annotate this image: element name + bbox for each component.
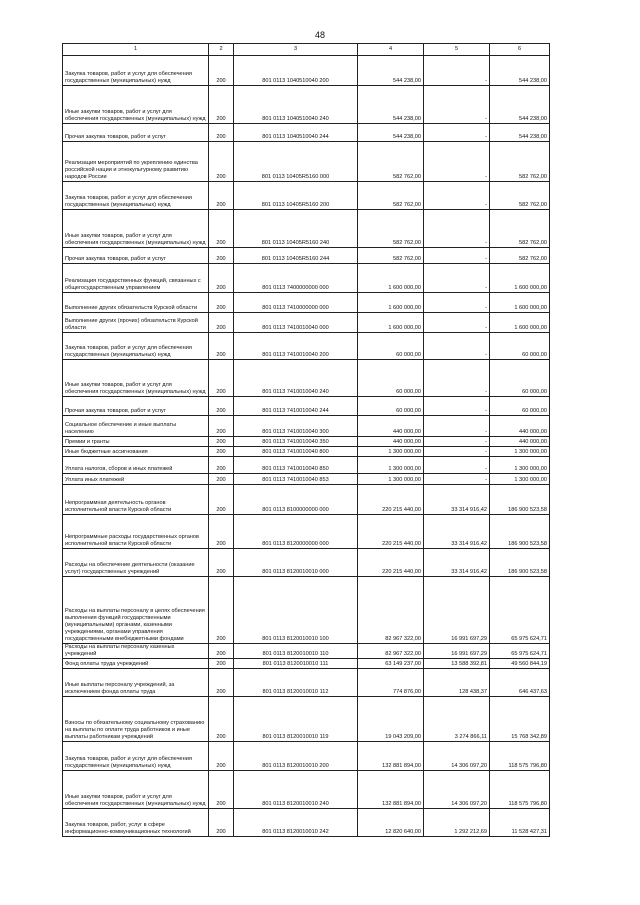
table-cell: - — [424, 333, 490, 360]
table-cell: 801 0113 8120010010 200 — [234, 742, 358, 771]
table-row — [63, 669, 550, 697]
table-cell: 1 600 000,00 — [490, 293, 550, 313]
table-cell: 440 000,00 — [358, 437, 424, 447]
table-cell: 801 0113 8100000000 000 — [234, 485, 358, 515]
table-cell: - — [424, 457, 490, 474]
table-cell: 82 967 322,00 — [358, 644, 424, 659]
table-row — [63, 264, 550, 293]
table-cell: 801 0113 7410010040 300 — [234, 416, 358, 437]
table-cell: 200 — [209, 742, 234, 771]
table-row — [63, 644, 550, 659]
table-row — [63, 313, 550, 333]
table-cell: 60 000,00 — [490, 360, 550, 397]
table-cell: Прочая закупка товаров, работ и услуг — [63, 248, 209, 264]
table-cell: 801 0113 1040510040 200 — [234, 56, 358, 86]
table-row — [63, 416, 550, 437]
table-cell: 1 300 000,00 — [490, 474, 550, 485]
table-cell: Иные закупки товаров, работ и услуг для обеспечения государственных (муниципальных) нужд — [63, 360, 209, 397]
table-row — [63, 397, 550, 416]
table-cell: 1 600 000,00 — [358, 293, 424, 313]
table-cell: - — [424, 397, 490, 416]
table-cell: 200 — [209, 771, 234, 809]
table-cell: Реализация государственных функций, связанных с общегосударственным управлением — [63, 264, 209, 293]
table-cell: 582 762,00 — [490, 210, 550, 248]
table-cell: Прочая закупка товаров, работ и услуг — [63, 397, 209, 416]
table-cell: - — [424, 416, 490, 437]
table-row — [63, 360, 550, 397]
table-cell: 1 300 000,00 — [358, 474, 424, 485]
table-row — [63, 248, 550, 264]
table-cell: - — [424, 182, 490, 210]
table-cell: 128 438,37 — [424, 669, 490, 697]
table-cell: 801 0113 7410010040 853 — [234, 474, 358, 485]
table-cell: 801 0113 7410010040 000 — [234, 313, 358, 333]
page-number: 48 — [314, 30, 325, 40]
table-cell: Непрограммная деятельность органов исполнительной власти Курской области — [63, 485, 209, 515]
table-cell: 582 762,00 — [490, 182, 550, 210]
table-cell: 16 991 697,29 — [424, 577, 490, 644]
table-cell: 801 0113 8120010010 110 — [234, 644, 358, 659]
table-row — [63, 182, 550, 210]
table-cell: - — [424, 56, 490, 86]
table-row — [63, 697, 550, 742]
table-row — [63, 56, 550, 86]
table-cell: 801 0113 1040510040 240 — [234, 86, 358, 124]
table-cell: 200 — [209, 182, 234, 210]
table-cell: 200 — [209, 142, 234, 182]
table-cell: 801 0113 7410010040 200 — [234, 333, 358, 360]
table-cell: 1 600 000,00 — [490, 264, 550, 293]
table-cell: 801 0113 10405R5160 240 — [234, 210, 358, 248]
table-row — [63, 577, 550, 644]
table-cell: 65 975 624,71 — [490, 577, 550, 644]
table-cell: 544 238,00 — [358, 124, 424, 142]
table-cell: 544 238,00 — [490, 56, 550, 86]
table-cell: 1 600 000,00 — [358, 264, 424, 293]
table-cell: Премии и гранты — [63, 437, 209, 447]
column-header: 5 — [424, 44, 490, 56]
table-cell: 801 0113 10405R5160 200 — [234, 182, 358, 210]
table-row — [63, 809, 550, 837]
table-cell: 801 0113 8120000000 000 — [234, 515, 358, 549]
table-cell: Иные закупки товаров, работ и услуг для обеспечения государственных (муниципальных) нужд — [63, 86, 209, 124]
table-cell: 646 437,63 — [490, 669, 550, 697]
table-cell: 200 — [209, 447, 234, 457]
table-cell: Закупка товаров, работ и услуг для обеспечения государственных (муниципальных) нужд — [63, 333, 209, 360]
table-cell: 774 876,00 — [358, 669, 424, 697]
table-cell: 15 768 342,89 — [490, 697, 550, 742]
table-cell: 801 0113 8120010010 242 — [234, 809, 358, 837]
table-cell: 60 000,00 — [358, 333, 424, 360]
table-cell: 544 238,00 — [490, 86, 550, 124]
table-row — [63, 437, 550, 447]
table-cell: - — [424, 210, 490, 248]
table-cell: 1 300 000,00 — [358, 447, 424, 457]
table-cell: 200 — [209, 56, 234, 86]
table-cell: 220 215 440,00 — [358, 485, 424, 515]
table-cell: 200 — [209, 515, 234, 549]
table-cell: 1 300 000,00 — [490, 457, 550, 474]
table-cell: 200 — [209, 474, 234, 485]
table-cell: 186 900 523,58 — [490, 485, 550, 515]
table-cell: 33 314 916,42 — [424, 549, 490, 577]
table-cell: 14 306 097,20 — [424, 771, 490, 809]
table-cell: 11 528 427,31 — [490, 809, 550, 837]
table-cell: 801 0113 10405R5160 000 — [234, 142, 358, 182]
table-cell: Расходы на обеспечение деятельности (оказание услуг) государственных учреждений — [63, 549, 209, 577]
table-cell: - — [424, 447, 490, 457]
table-cell: 33 314 916,42 — [424, 485, 490, 515]
table-cell: Расходы на выплаты персоналу казенных учреждений — [63, 644, 209, 659]
table-cell: 200 — [209, 397, 234, 416]
table-cell: Социальное обеспечение и иные выплаты населению — [63, 416, 209, 437]
table-cell: 544 238,00 — [358, 56, 424, 86]
table-cell: 118 575 796,80 — [490, 771, 550, 809]
table-cell: - — [424, 474, 490, 485]
table-cell: 1 292 212,69 — [424, 809, 490, 837]
table-cell: 200 — [209, 293, 234, 313]
table-cell: 13 588 392,81 — [424, 659, 490, 669]
table-cell: - — [424, 86, 490, 124]
table-cell: 60 000,00 — [358, 360, 424, 397]
table-cell: Закупка товаров, работ и услуг для обеспечения государственных (муниципальных) нужд — [63, 742, 209, 771]
table-cell: 1 600 000,00 — [490, 313, 550, 333]
table-row — [63, 742, 550, 771]
table-cell: 801 0113 8120010010 240 — [234, 771, 358, 809]
table-cell: Взносы по обязательному социальному страхованию на выплаты по оплате труда работников и иные выплаты работникам учреждений — [63, 697, 209, 742]
table-row — [63, 142, 550, 182]
table-cell: 49 560 844,19 — [490, 659, 550, 669]
table-cell: 582 762,00 — [358, 142, 424, 182]
table-cell: 33 314 916,42 — [424, 515, 490, 549]
table-cell: 582 762,00 — [358, 182, 424, 210]
table-cell: 440 000,00 — [358, 416, 424, 437]
table-cell: 200 — [209, 124, 234, 142]
table-cell: 200 — [209, 697, 234, 742]
table-cell: Закупка товаров, работ, услуг в сфере информационно-коммуникационных технологий — [63, 809, 209, 837]
table-cell: - — [424, 124, 490, 142]
table-cell: 1 600 000,00 — [358, 313, 424, 333]
table-cell: 200 — [209, 210, 234, 248]
table-cell: 200 — [209, 669, 234, 697]
table-header-row — [63, 44, 550, 56]
table-row — [63, 771, 550, 809]
table-cell: 200 — [209, 248, 234, 264]
table-cell: 801 0113 7410010040 240 — [234, 360, 358, 397]
table-cell: 582 762,00 — [358, 248, 424, 264]
table-cell: 582 762,00 — [358, 210, 424, 248]
table-cell: 200 — [209, 457, 234, 474]
table-cell: Реализация мероприятий по укреплению единства российской нации и этнокультурному развитию народов России — [63, 142, 209, 182]
table-cell: 118 575 796,80 — [490, 742, 550, 771]
table-cell: 63 149 237,00 — [358, 659, 424, 669]
table-cell: 200 — [209, 437, 234, 447]
table-cell: 582 762,00 — [490, 142, 550, 182]
table-cell: 60 000,00 — [490, 397, 550, 416]
table-row — [63, 86, 550, 124]
table-cell: - — [424, 313, 490, 333]
table-cell: 801 0113 7410010040 244 — [234, 397, 358, 416]
table-cell: Закупка товаров, работ и услуг для обеспечения государственных (муниципальных) нужд — [63, 182, 209, 210]
table-cell: 200 — [209, 809, 234, 837]
table-cell: 200 — [209, 577, 234, 644]
table-cell: Иные закупки товаров, работ и услуг для обеспечения государственных (муниципальных) нужд — [63, 771, 209, 809]
table-cell: 801 0113 7410010040 800 — [234, 447, 358, 457]
table-cell: 132 881 894,00 — [358, 742, 424, 771]
table-cell: 200 — [209, 333, 234, 360]
table-cell: 12 820 640,00 — [358, 809, 424, 837]
table-cell: 200 — [209, 86, 234, 124]
table-cell: - — [424, 264, 490, 293]
table-cell: - — [424, 360, 490, 397]
table-cell: 3 274 866,11 — [424, 697, 490, 742]
table-cell: 801 0113 10405R5160 244 — [234, 248, 358, 264]
table-cell: 60 000,00 — [490, 333, 550, 360]
table-cell: 1 300 000,00 — [358, 457, 424, 474]
table-cell: 65 975 624,71 — [490, 644, 550, 659]
table-cell: Иные выплаты персоналу учреждений, за исключением фонда оплаты труда — [63, 669, 209, 697]
table-cell: 801 0113 7410000000 000 — [234, 293, 358, 313]
column-header: 3 — [234, 44, 358, 56]
table-row — [63, 515, 550, 549]
table-cell: Уплата налогов, сборов и иных платежей — [63, 457, 209, 474]
table-cell: 200 — [209, 416, 234, 437]
table-cell: - — [424, 293, 490, 313]
table-cell: 19 043 209,00 — [358, 697, 424, 742]
table-cell: 200 — [209, 485, 234, 515]
table-cell: Выполнение других обязательств Курской области — [63, 293, 209, 313]
table-cell: 186 900 523,58 — [490, 515, 550, 549]
table-row — [63, 485, 550, 515]
budget-table — [62, 43, 550, 837]
table-cell: 801 0113 8120010010 111 — [234, 659, 358, 669]
table-cell: 200 — [209, 549, 234, 577]
table-cell: Выполнение других (прочих) обязательств Курской области — [63, 313, 209, 333]
table-cell: 544 238,00 — [358, 86, 424, 124]
table-cell: 200 — [209, 360, 234, 397]
table-cell: 440 000,00 — [490, 437, 550, 447]
table-cell: 801 0113 7410010040 850 — [234, 457, 358, 474]
table-body — [63, 56, 550, 837]
column-header: 1 — [63, 44, 209, 56]
table-cell: 801 0113 7400000000 000 — [234, 264, 358, 293]
table-cell: 220 215 440,00 — [358, 549, 424, 577]
table-row — [63, 474, 550, 485]
column-header: 6 — [490, 44, 550, 56]
table-cell: 200 — [209, 313, 234, 333]
table-cell: 801 0113 8120010010 112 — [234, 669, 358, 697]
column-header: 4 — [358, 44, 424, 56]
table-cell: - — [424, 142, 490, 182]
table-cell: Расходы на выплаты персоналу в целях обеспечения выполнения функций государственными (муниципальными) органами, казенными учреждениями, органами управления государственными внебюджетными фондами — [63, 577, 209, 644]
table-cell: Иные закупки товаров, работ и услуг для обеспечения государственных (муниципальных) нужд — [63, 210, 209, 248]
table-row — [63, 549, 550, 577]
table-cell: 14 306 097,20 — [424, 742, 490, 771]
table-cell: 186 900 523,58 — [490, 549, 550, 577]
column-header: 2 — [209, 44, 234, 56]
table-cell: 60 000,00 — [358, 397, 424, 416]
table-cell: 200 — [209, 644, 234, 659]
table-cell: 801 0113 1040510040 244 — [234, 124, 358, 142]
table-cell: Иные бюджетные ассигнования — [63, 447, 209, 457]
table-cell: Закупка товаров, работ и услуг для обеспечения государственных (муниципальных) нужд — [63, 56, 209, 86]
table-cell: 544 238,00 — [490, 124, 550, 142]
table-cell: 801 0113 8120010010 119 — [234, 697, 358, 742]
table-cell: Непрограммные расходы государственных органов исполнительной власти Курской области — [63, 515, 209, 549]
table-cell: 801 0113 8120010010 100 — [234, 577, 358, 644]
table-row — [63, 333, 550, 360]
table-cell: 440 000,00 — [490, 416, 550, 437]
table-cell: 200 — [209, 659, 234, 669]
table-row — [63, 124, 550, 142]
table-cell: 582 762,00 — [490, 248, 550, 264]
table-cell: 82 967 322,00 — [358, 577, 424, 644]
table-cell: 1 300 000,00 — [490, 447, 550, 457]
table-row — [63, 457, 550, 474]
table-cell: Прочая закупка товаров, работ и услуг — [63, 124, 209, 142]
table-row — [63, 659, 550, 669]
table-row — [63, 293, 550, 313]
table-cell: Уплата иных платежей — [63, 474, 209, 485]
table-cell: - — [424, 248, 490, 264]
table-row — [63, 447, 550, 457]
table-cell: 801 0113 7410010040 350 — [234, 437, 358, 447]
table-cell: 220 215 440,00 — [358, 515, 424, 549]
table-row — [63, 210, 550, 248]
table-cell: 801 0113 8120010010 000 — [234, 549, 358, 577]
table-cell: 132 881 894,00 — [358, 771, 424, 809]
table-cell: 16 991 697,29 — [424, 644, 490, 659]
table-cell: Фонд оплаты труда учреждений — [63, 659, 209, 669]
table-cell: - — [424, 437, 490, 447]
table-cell: 200 — [209, 264, 234, 293]
